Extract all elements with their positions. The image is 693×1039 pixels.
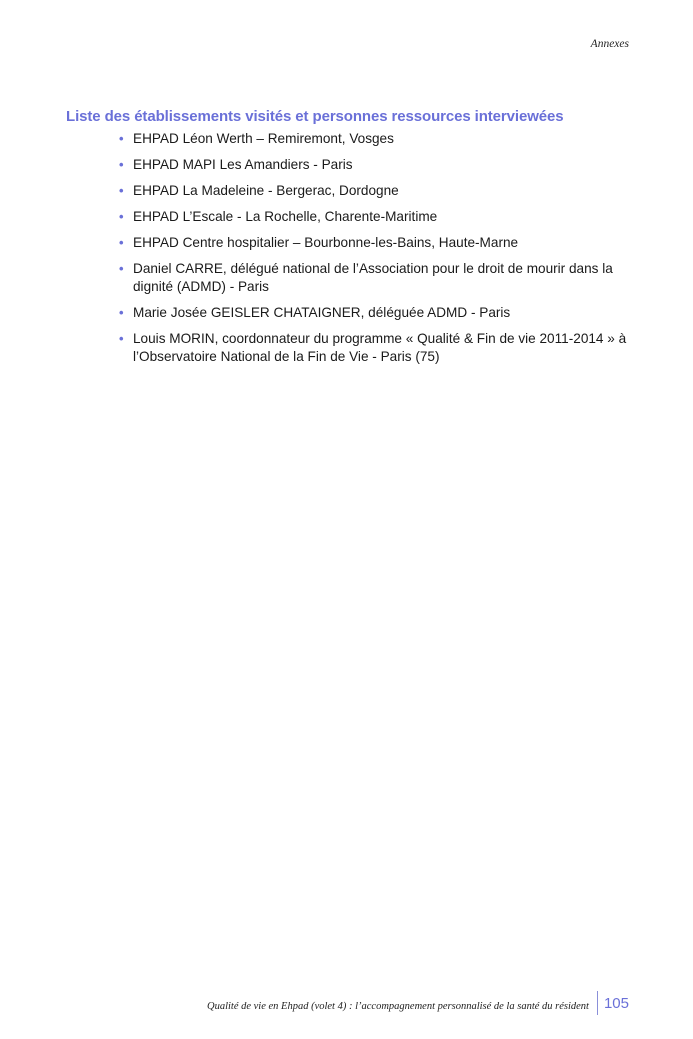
list-item: [119, 156, 630, 174]
list-item: [119, 130, 630, 148]
list-item-text: EHPAD Léon Werth – Remiremont, Vosges: [133, 131, 394, 146]
bullet-icon: •: [119, 131, 124, 146]
bullet-icon: •: [119, 157, 124, 172]
list-item: [119, 260, 630, 296]
list-item: [119, 330, 630, 366]
bullet-icon: •: [119, 183, 124, 198]
list-item-text: EHPAD La Madeleine - Bergerac, Dordogne: [133, 183, 399, 198]
bullet-icon: •: [119, 305, 124, 320]
page-number: 105: [603, 994, 629, 1012]
page-footer: [207, 991, 629, 1015]
list-item-text: EHPAD Centre hospitalier – Bourbonne-les-Bains, Haute-Marne: [133, 235, 519, 250]
list-item-text: Daniel CARRE, délégué national de l’Association pour le droit de mourir dans la dignité (ADMD) - Paris: [133, 261, 613, 294]
list-item: [119, 234, 630, 252]
list-item-text: EHPAD L’Escale - La Rochelle, Charente-Maritime: [133, 209, 438, 224]
list-item-text: Louis MORIN, coordonnateur du programme « Qualité & Fin de vie 2011-2014 » à l’Observatoire National de la Fin de Vie - Paris (75): [133, 331, 627, 364]
list-item: [119, 208, 630, 226]
item-list: [66, 130, 630, 366]
footer-publication-title: Qualité de vie en Ehpad (volet 4) : l’accompagnement personnalisé de la santé du résident: [206, 1000, 589, 1012]
list-item: [119, 304, 630, 322]
list-item-text: EHPAD MAPI Les Amandiers - Paris: [133, 157, 353, 172]
bullet-icon: •: [119, 209, 124, 224]
bullet-icon: •: [119, 331, 124, 346]
bullet-icon: •: [119, 261, 124, 276]
running-header: Annexes: [590, 38, 629, 50]
bullet-icon: •: [119, 235, 124, 250]
section: [66, 108, 630, 374]
section-title: Liste des établissements visités et personnes ressources interviewées: [66, 108, 564, 125]
list-item-text: Marie Josée GEISLER CHATAIGNER, déléguée ADMD - Paris: [133, 305, 511, 320]
list-item: [119, 182, 630, 200]
